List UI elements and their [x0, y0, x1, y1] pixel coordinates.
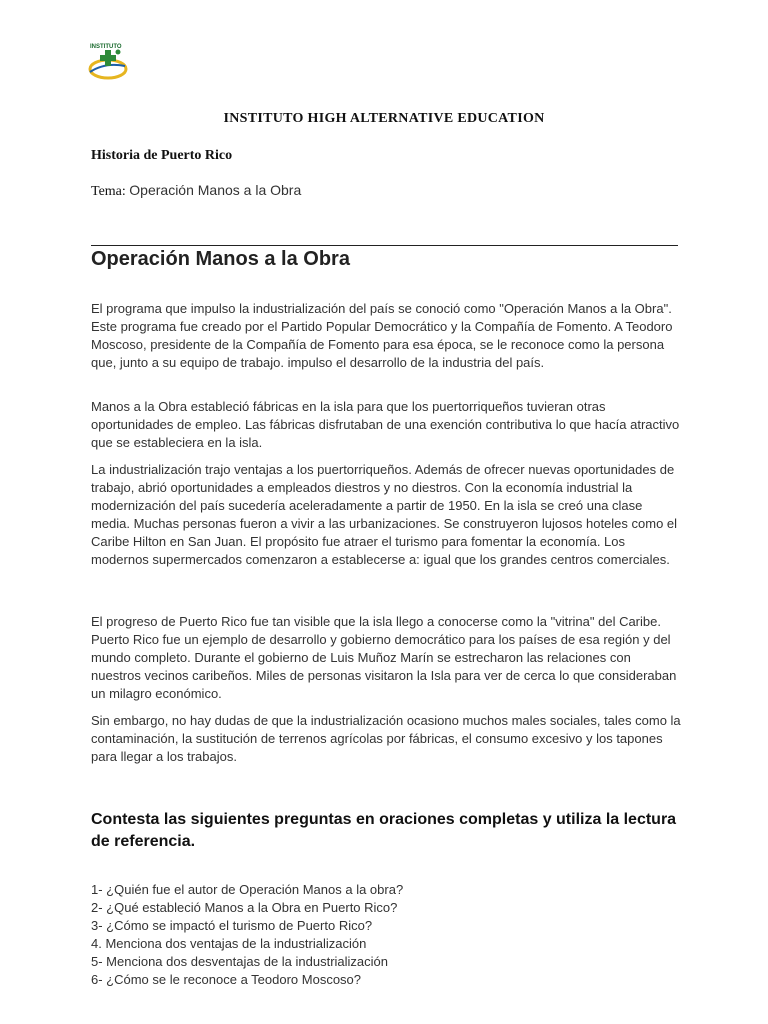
- article-paragraph: Manos a la Obra estableció fábricas en la isla para que los puertorriqueños tuvieran otras oportunidades de empleo. Las fábricas disfrutaban de una exención contributiva lo que hacía atractivo que se estableciera en la isla.: [91, 399, 680, 450]
- article-title: Operación Manos a la Obra: [91, 248, 350, 270]
- questions-heading: Contesta las siguientes preguntas en oraciones completas y utiliza la lectura de referencia.: [91, 811, 677, 850]
- article-paragraph: El programa que impulso la industrialización del país se conoció como "Operación Manos a la Obra". Este programa fue creado por el Partido Popular Democrático y la Compañía de Fomento. A Teodoro Moscoso, presidente de la Compañía de Fomento para esa época, se le reconoce como la persona que, junto a su equipo de trabajo. impulso el desarrollo de la industria del país.: [91, 301, 673, 370]
- logo-caption: INSTITUTO: [90, 44, 122, 50]
- tema-label: Tema:: [91, 184, 126, 199]
- questions-list: [91, 881, 403, 989]
- tema-line: [91, 182, 301, 200]
- question-item: 1- ¿Quién fue el autor de Operación Manos a la obra?: [91, 882, 404, 897]
- article-paragraph: La industrialización trajo ventajas a los puertorriqueños. Además de ofrecer nuevas oportunidades de trabajo, abrió oportunidades a empleados diestros y no diestros. Con la economía industrial la modernización del país sucedería aceleradamente a partir de 1950. En la isla se creó una clase media. Muchas personas fueron a vivir a las urbanizaciones. Se construyeron lujosos hoteles como el Caribe Hilton en San Juan. El propósito fue atraer el turismo para fomentar la economía. Los modernos supermercados comenzaron a establecerse a: igual que los grandes centros comerciales.: [91, 462, 678, 567]
- institution-name: INSTITUTO HIGH ALTERNATIVE EDUCATION: [223, 111, 545, 126]
- horizontal-divider: [91, 245, 678, 246]
- question-item: 3- ¿Cómo se impactó el turismo de Puerto Rico?: [91, 918, 373, 933]
- question-item: 2- ¿Qué estableció Manos a la Obra en Puerto Rico?: [91, 900, 398, 915]
- question-item: 5- Menciona dos desventajas de la industrialización: [91, 954, 389, 969]
- subject-title: Historia de Puerto Rico: [91, 148, 233, 163]
- article-paragraph: El progreso de Puerto Rico fue tan visible que la isla llego a conocerse como la "vitrina" del Caribe. Puerto Rico fue un ejemplo de desarrollo y gobierno democrático para los países de esa región y del mundo completo. Durante el gobierno de Luis Muñoz Marín se estrecharon las relaciones con nuestros vecinos caribeños. Miles de personas visitaron la Isla para ver de cerca lo que consideraban un milagro económico.: [91, 614, 677, 701]
- tema-value: Operación Manos a la Obra: [129, 182, 302, 198]
- question-item: 6- ¿Cómo se le reconoce a Teodoro Moscoso?: [91, 972, 362, 987]
- article-paragraph: Sin embargo, no hay dudas de que la industrialización ocasiono muchos males sociales, tales como la contaminación, la sustitución de terrenos agrícolas por fábricas, el consumo excesivo y los tapones para llegar a los trabajos.: [91, 713, 681, 764]
- question-item: 4. Menciona dos ventajas de la industrialización: [91, 936, 367, 951]
